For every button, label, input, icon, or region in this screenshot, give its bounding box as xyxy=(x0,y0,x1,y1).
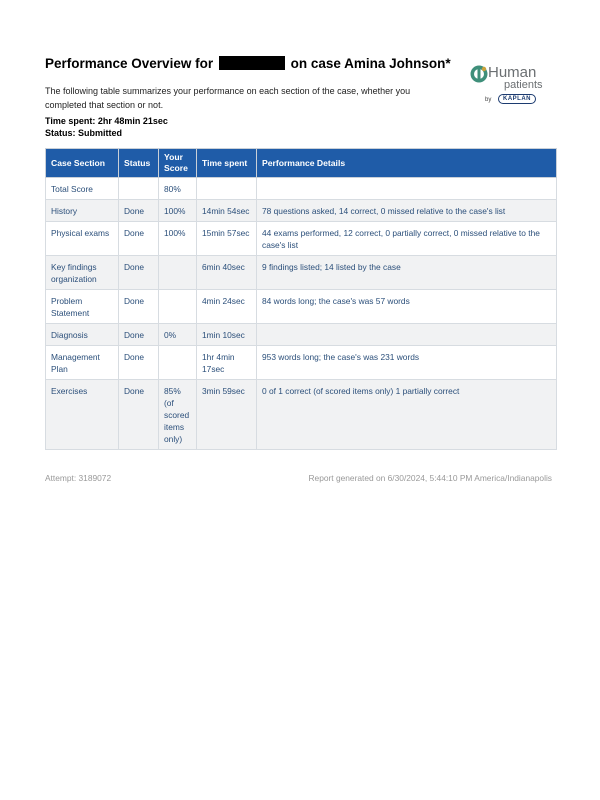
table-row xyxy=(46,324,557,346)
cell-score xyxy=(159,346,197,380)
cell-status: Done xyxy=(119,380,159,450)
col-time-spent: Time spent xyxy=(197,149,257,178)
performance-table xyxy=(45,148,557,450)
attempt-id: Attempt: 3189072 xyxy=(45,473,112,483)
cell-details: 0 of 1 correct (of scored items only) 1 partially correct xyxy=(257,380,557,450)
table-row xyxy=(46,290,557,324)
cell-details xyxy=(257,178,557,200)
col-performance-details: Performance Details xyxy=(257,149,557,178)
cell-details: 84 words long; the case's was 57 words xyxy=(257,290,557,324)
cell-details xyxy=(257,324,557,346)
cell-score: 100% xyxy=(159,200,197,222)
meta-block xyxy=(45,115,168,139)
cell-section: History xyxy=(46,200,119,222)
col-case-section: Case Section xyxy=(46,149,119,178)
cell-section: Total Score xyxy=(46,178,119,200)
cell-details: 44 exams performed, 12 correct, 0 partially correct, 0 missed relative to the case's list xyxy=(257,222,557,256)
ihuman-logo xyxy=(468,64,558,110)
cell-time: 15min 57sec xyxy=(197,222,257,256)
cell-status xyxy=(119,178,159,200)
logo-patients: patients xyxy=(504,79,543,91)
cell-status: Done xyxy=(119,200,159,222)
table-row xyxy=(46,178,557,200)
cell-time: 14min 54sec xyxy=(197,200,257,222)
cell-time xyxy=(197,178,257,200)
cell-section: Problem Statement xyxy=(46,290,119,324)
cell-status: Done xyxy=(119,256,159,290)
kaplan-logo: KAPLAN xyxy=(498,94,536,104)
col-your-score: Your Score xyxy=(159,149,197,178)
logo-brand: Human xyxy=(488,64,537,81)
table-row xyxy=(46,346,557,380)
cell-score: 85% (of scored items only) xyxy=(159,380,197,450)
redacted-name xyxy=(219,56,285,70)
table-row xyxy=(46,380,557,450)
cell-score xyxy=(159,256,197,290)
cell-time: 1hr 4min 17sec xyxy=(197,346,257,380)
cell-status: Done xyxy=(119,324,159,346)
cell-time: 6min 40sec xyxy=(197,256,257,290)
cell-score: 0% xyxy=(159,324,197,346)
cell-time: 4min 24sec xyxy=(197,290,257,324)
cell-status: Done xyxy=(119,222,159,256)
cell-score xyxy=(159,290,197,324)
cell-time: 1min 10sec xyxy=(197,324,257,346)
report-generated: Report generated on 6/30/2024, 5:44:10 PM America/Indianapolis xyxy=(308,473,552,483)
cell-details: 9 findings listed; 14 listed by the case xyxy=(257,256,557,290)
cell-status: Done xyxy=(119,290,159,324)
cell-section: Physical exams xyxy=(46,222,119,256)
page-title xyxy=(45,56,451,71)
cell-section: Management Plan xyxy=(46,346,119,380)
logo-by: by xyxy=(485,97,492,103)
title-suffix: on case Amina Johnson* xyxy=(290,56,451,71)
ihuman-mark-icon xyxy=(470,65,490,85)
title-prefix: Performance Overview for xyxy=(45,56,214,71)
cell-section: Diagnosis xyxy=(46,324,119,346)
cell-details: 78 questions asked, 14 correct, 0 missed relative to the case's list xyxy=(257,200,557,222)
time-spent: Time spent: 2hr 48min 21sec xyxy=(45,116,168,126)
table-row xyxy=(46,222,557,256)
cell-score: 80% xyxy=(159,178,197,200)
table-row xyxy=(46,200,557,222)
cell-time: 3min 59sec xyxy=(197,380,257,450)
table-header-row xyxy=(46,149,557,178)
cell-section: Exercises xyxy=(46,380,119,450)
table-row xyxy=(46,256,557,290)
intro-text: The following table summarizes your performance on each section of the case, whether you completed that section or not. xyxy=(45,86,411,110)
cell-status: Done xyxy=(119,346,159,380)
col-status: Status xyxy=(119,149,159,178)
cell-section: Key findings organization xyxy=(46,256,119,290)
cell-score: 100% xyxy=(159,222,197,256)
cell-details: 953 words long; the case's was 231 words xyxy=(257,346,557,380)
status-text: Status: Submitted xyxy=(45,128,123,138)
